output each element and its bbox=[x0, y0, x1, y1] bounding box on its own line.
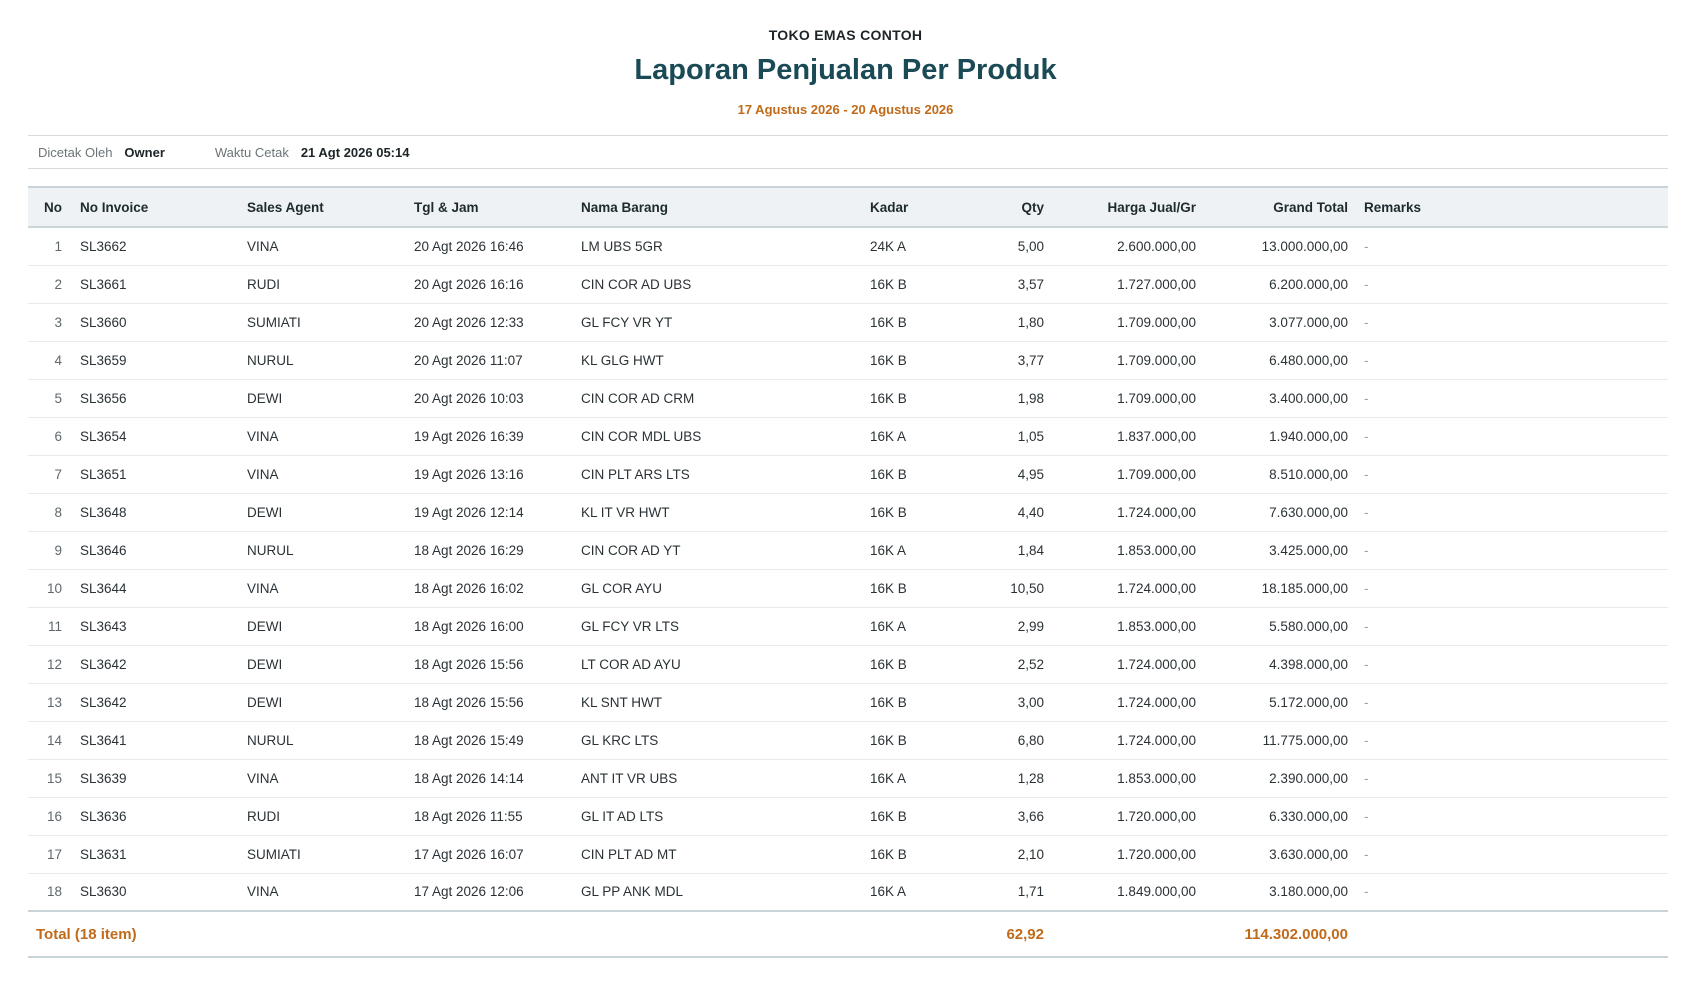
cell-item: CIN PLT AD MT bbox=[581, 846, 677, 862]
cell-price: 1.709.000,00 bbox=[1117, 352, 1196, 368]
cell-kadar: 16K A bbox=[870, 618, 907, 634]
company-name: TOKO EMAS CONTOH bbox=[768, 27, 923, 43]
cell-remarks: - bbox=[1364, 770, 1369, 786]
table-row bbox=[28, 721, 1668, 759]
cell-datetime: 20 Agt 2026 16:46 bbox=[414, 238, 524, 254]
cell-qty: 4,40 bbox=[1017, 504, 1044, 520]
cell-datetime: 18 Agt 2026 15:56 bbox=[414, 694, 524, 710]
cell-total: 5.172.000,00 bbox=[1269, 694, 1348, 710]
cell-agent: NURUL bbox=[247, 542, 294, 558]
cell-agent: VINA bbox=[247, 884, 279, 900]
cell-remarks: - bbox=[1364, 656, 1369, 672]
table-row bbox=[28, 683, 1668, 721]
cell-qty: 1,71 bbox=[1017, 884, 1044, 900]
cell-item: ANT IT VR UBS bbox=[581, 770, 678, 786]
cell-no: 15 bbox=[46, 770, 62, 786]
cell-item: GL FCY VR YT bbox=[581, 314, 673, 330]
cell-invoice: SL3639 bbox=[80, 770, 127, 786]
print-time-label: Waktu Cetak bbox=[214, 144, 289, 160]
table-row bbox=[28, 265, 1668, 303]
cell-invoice: SL3648 bbox=[80, 504, 127, 520]
cell-total: 6.330.000,00 bbox=[1269, 808, 1348, 824]
cell-kadar: 16K B bbox=[870, 846, 907, 862]
cell-total: 1.940.000,00 bbox=[1269, 428, 1348, 444]
cell-qty: 2,99 bbox=[1017, 618, 1044, 634]
cell-price: 1.853.000,00 bbox=[1117, 542, 1196, 558]
cell-total: 4.398.000,00 bbox=[1269, 656, 1348, 672]
cell-kadar: 16K B bbox=[870, 580, 907, 596]
cell-agent: SUMIATI bbox=[247, 846, 301, 862]
cell-invoice: SL3636 bbox=[80, 808, 127, 824]
cell-no: 14 bbox=[46, 732, 62, 748]
cell-qty: 10,50 bbox=[1010, 580, 1044, 596]
cell-no: 3 bbox=[54, 314, 62, 330]
cell-remarks: - bbox=[1364, 314, 1369, 330]
cell-invoice: SL3631 bbox=[80, 846, 127, 862]
cell-qty: 3,77 bbox=[1017, 352, 1044, 368]
cell-qty: 1,84 bbox=[1017, 542, 1044, 558]
report-title: Laporan Penjualan Per Produk bbox=[634, 54, 1057, 86]
cell-kadar: 24K A bbox=[870, 238, 907, 254]
cell-total: 3.180.000,00 bbox=[1269, 884, 1348, 900]
cell-no: 1 bbox=[54, 238, 62, 254]
cell-agent: VINA bbox=[247, 428, 279, 444]
cell-remarks: - bbox=[1364, 732, 1369, 748]
cell-total: 3.630.000,00 bbox=[1269, 846, 1348, 862]
print-time-value: 21 Agt 2026 05:14 bbox=[300, 144, 410, 160]
cell-item: CIN COR AD CRM bbox=[581, 390, 695, 406]
table-row bbox=[28, 645, 1668, 683]
cell-no: 7 bbox=[54, 466, 62, 482]
cell-kadar: 16K B bbox=[870, 808, 907, 824]
cell-qty: 3,66 bbox=[1017, 808, 1044, 824]
cell-item: GL KRC LTS bbox=[581, 732, 659, 748]
cell-datetime: 20 Agt 2026 12:33 bbox=[414, 314, 524, 330]
cell-agent: DEWI bbox=[247, 694, 283, 710]
cell-agent: SUMIATI bbox=[247, 314, 301, 330]
cell-datetime: 19 Agt 2026 16:39 bbox=[414, 428, 524, 444]
table-row bbox=[28, 797, 1668, 835]
cell-price: 1.724.000,00 bbox=[1117, 580, 1196, 596]
cell-item: KL GLG HWT bbox=[581, 352, 664, 368]
cell-datetime: 18 Agt 2026 11:55 bbox=[414, 808, 523, 824]
cell-remarks: - bbox=[1364, 618, 1369, 634]
cell-kadar: 16K B bbox=[870, 352, 907, 368]
cell-agent: RUDI bbox=[247, 808, 280, 824]
cell-datetime: 17 Agt 2026 12:06 bbox=[414, 884, 524, 900]
cell-datetime: 19 Agt 2026 13:16 bbox=[414, 466, 524, 482]
cell-remarks: - bbox=[1364, 542, 1369, 558]
cell-datetime: 18 Agt 2026 15:56 bbox=[414, 656, 524, 672]
cell-remarks: - bbox=[1364, 694, 1369, 710]
cell-item: GL COR AYU bbox=[581, 580, 663, 596]
cell-agent: VINA bbox=[247, 466, 279, 482]
cell-agent: DEWI bbox=[247, 390, 283, 406]
col-header-item: Nama Barang bbox=[581, 199, 669, 215]
cell-invoice: SL3646 bbox=[80, 542, 127, 558]
print-meta bbox=[28, 135, 1668, 169]
col-header-price: Harga Jual/Gr bbox=[1107, 199, 1196, 215]
cell-agent: RUDI bbox=[247, 276, 280, 292]
cell-remarks: - bbox=[1364, 352, 1369, 368]
table-body bbox=[28, 227, 1668, 957]
cell-no: 12 bbox=[46, 656, 62, 672]
cell-price: 1.849.000,00 bbox=[1117, 884, 1196, 900]
cell-item: LM UBS 5GR bbox=[581, 238, 663, 254]
cell-invoice: SL3630 bbox=[80, 884, 127, 900]
cell-total: 18.185.000,00 bbox=[1261, 580, 1348, 596]
cell-invoice: SL3662 bbox=[80, 238, 127, 254]
table-row bbox=[28, 303, 1668, 341]
cell-remarks: - bbox=[1364, 428, 1369, 444]
cell-qty: 3,00 bbox=[1017, 694, 1044, 710]
col-header-qty: Qty bbox=[1021, 199, 1044, 215]
cell-total: 11.775.000,00 bbox=[1262, 732, 1348, 748]
cell-invoice: SL3642 bbox=[80, 656, 127, 672]
cell-item: GL IT AD LTS bbox=[581, 808, 664, 824]
report-period: 17 Agustus 2026 - 20 Agustus 2026 bbox=[737, 102, 954, 117]
cell-total: 8.510.000,00 bbox=[1269, 466, 1348, 482]
cell-no: 2 bbox=[54, 276, 62, 292]
cell-kadar: 16K A bbox=[870, 542, 907, 558]
cell-price: 1.709.000,00 bbox=[1117, 390, 1196, 406]
cell-kadar: 16K B bbox=[870, 390, 907, 406]
cell-qty: 2,52 bbox=[1017, 656, 1044, 672]
cell-invoice: SL3654 bbox=[80, 428, 127, 444]
cell-datetime: 18 Agt 2026 16:29 bbox=[414, 542, 524, 558]
cell-qty: 1,28 bbox=[1017, 770, 1044, 786]
cell-price: 1.720.000,00 bbox=[1117, 808, 1196, 824]
cell-agent: DEWI bbox=[247, 504, 283, 520]
cell-qty: 1,05 bbox=[1017, 428, 1044, 444]
cell-total: 7.630.000,00 bbox=[1269, 504, 1348, 520]
cell-agent: DEWI bbox=[247, 618, 283, 634]
cell-item: GL FCY VR LTS bbox=[581, 618, 680, 634]
cell-invoice: SL3641 bbox=[80, 732, 127, 748]
cell-remarks: - bbox=[1364, 808, 1369, 824]
cell-remarks: - bbox=[1364, 466, 1369, 482]
cell-no: 4 bbox=[54, 352, 62, 368]
cell-no: 9 bbox=[54, 542, 62, 558]
cell-kadar: 16K B bbox=[870, 732, 907, 748]
cell-no: 11 bbox=[47, 618, 62, 634]
table-row bbox=[28, 531, 1668, 569]
cell-no: 8 bbox=[54, 504, 62, 520]
cell-invoice: SL3659 bbox=[80, 352, 127, 368]
cell-no: 17 bbox=[46, 846, 62, 862]
cell-remarks: - bbox=[1364, 238, 1369, 254]
cell-no: 10 bbox=[46, 580, 62, 596]
table-row bbox=[28, 227, 1668, 265]
cell-datetime: 20 Agt 2026 10:03 bbox=[414, 390, 524, 406]
sales-table bbox=[28, 186, 1668, 958]
cell-qty: 2,10 bbox=[1017, 846, 1044, 862]
cell-qty: 6,80 bbox=[1017, 732, 1044, 748]
total-label: Total (18 item) bbox=[36, 925, 137, 943]
cell-price: 1.853.000,00 bbox=[1117, 770, 1196, 786]
cell-agent: VINA bbox=[247, 580, 279, 596]
cell-remarks: - bbox=[1364, 846, 1369, 862]
cell-remarks: - bbox=[1364, 884, 1369, 900]
cell-datetime: 20 Agt 2026 16:16 bbox=[414, 276, 524, 292]
cell-datetime: 18 Agt 2026 15:49 bbox=[414, 732, 524, 748]
table-row bbox=[28, 835, 1668, 873]
total-grand: 114.302.000,00 bbox=[1244, 925, 1348, 943]
cell-total: 6.480.000,00 bbox=[1269, 352, 1348, 368]
cell-price: 2.600.000,00 bbox=[1117, 238, 1196, 254]
cell-item: LT COR AD AYU bbox=[581, 656, 681, 672]
table-row bbox=[28, 417, 1668, 455]
cell-invoice: SL3660 bbox=[80, 314, 127, 330]
cell-total: 3.425.000,00 bbox=[1269, 542, 1348, 558]
table-row bbox=[28, 569, 1668, 607]
cell-kadar: 16K B bbox=[870, 466, 907, 482]
cell-agent: VINA bbox=[247, 770, 279, 786]
cell-agent: NURUL bbox=[247, 732, 294, 748]
table-row bbox=[28, 341, 1668, 379]
cell-no: 5 bbox=[54, 390, 62, 406]
cell-remarks: - bbox=[1364, 580, 1369, 596]
cell-price: 1.837.000,00 bbox=[1117, 428, 1196, 444]
cell-invoice: SL3642 bbox=[80, 694, 127, 710]
cell-no: 6 bbox=[54, 428, 62, 444]
cell-price: 1.724.000,00 bbox=[1117, 732, 1196, 748]
cell-price: 1.727.000,00 bbox=[1117, 276, 1196, 292]
cell-remarks: - bbox=[1364, 276, 1369, 292]
cell-kadar: 16K A bbox=[870, 884, 907, 900]
cell-no: 18 bbox=[46, 884, 62, 900]
col-header-agent: Sales Agent bbox=[247, 199, 324, 215]
cell-datetime: 18 Agt 2026 16:00 bbox=[414, 618, 524, 634]
col-header-total: Grand Total bbox=[1273, 199, 1348, 215]
cell-kadar: 16K B bbox=[870, 694, 907, 710]
cell-qty: 3,57 bbox=[1017, 276, 1044, 292]
cell-total: 5.580.000,00 bbox=[1269, 618, 1348, 634]
cell-total: 3.400.000,00 bbox=[1269, 390, 1348, 406]
table-row bbox=[28, 607, 1668, 645]
cell-datetime: 17 Agt 2026 16:07 bbox=[414, 846, 524, 862]
cell-no: 16 bbox=[46, 808, 62, 824]
cell-remarks: - bbox=[1364, 504, 1369, 520]
col-header-datetime: Tgl & Jam bbox=[414, 199, 479, 215]
cell-invoice: SL3651 bbox=[80, 466, 127, 482]
col-header-no: No bbox=[44, 199, 62, 215]
cell-price: 1.724.000,00 bbox=[1117, 694, 1196, 710]
cell-item: GL PP ANK MDL bbox=[581, 884, 684, 900]
cell-invoice: SL3656 bbox=[80, 390, 127, 406]
table-row bbox=[28, 493, 1668, 531]
cell-kadar: 16K B bbox=[870, 656, 907, 672]
table-row bbox=[28, 873, 1668, 911]
cell-agent: VINA bbox=[247, 238, 279, 254]
total-row bbox=[28, 911, 1668, 957]
cell-item: CIN COR AD UBS bbox=[581, 276, 692, 292]
cell-total: 2.390.000,00 bbox=[1269, 770, 1348, 786]
cell-datetime: 18 Agt 2026 14:14 bbox=[414, 770, 524, 786]
cell-total: 13.000.000,00 bbox=[1261, 238, 1348, 254]
cell-datetime: 19 Agt 2026 12:14 bbox=[414, 504, 524, 520]
cell-remarks: - bbox=[1364, 390, 1369, 406]
col-header-kadar: Kadar bbox=[870, 199, 909, 215]
cell-price: 1.709.000,00 bbox=[1117, 314, 1196, 330]
table-header-row bbox=[28, 187, 1668, 227]
cell-invoice: SL3644 bbox=[80, 580, 127, 596]
cell-invoice: SL3661 bbox=[80, 276, 127, 292]
total-price-empty bbox=[1052, 911, 1204, 957]
cell-kadar: 16K B bbox=[870, 504, 907, 520]
printed-by-value: Owner bbox=[124, 144, 165, 160]
cell-invoice: SL3643 bbox=[80, 618, 127, 634]
cell-kadar: 16K B bbox=[870, 314, 907, 330]
cell-price: 1.720.000,00 bbox=[1117, 846, 1196, 862]
table-row bbox=[28, 759, 1668, 797]
cell-kadar: 16K A bbox=[870, 428, 907, 444]
cell-item: CIN COR AD YT bbox=[581, 542, 681, 558]
cell-qty: 5,00 bbox=[1017, 238, 1044, 254]
cell-item: KL SNT HWT bbox=[581, 694, 663, 710]
table-row bbox=[28, 379, 1668, 417]
total-remarks-empty bbox=[1356, 911, 1668, 957]
cell-kadar: 16K A bbox=[870, 770, 907, 786]
col-header-remarks: Remarks bbox=[1364, 199, 1422, 215]
cell-price: 1.853.000,00 bbox=[1117, 618, 1196, 634]
cell-kadar: 16K B bbox=[870, 276, 907, 292]
cell-total: 3.077.000,00 bbox=[1269, 314, 1348, 330]
cell-total: 6.200.000,00 bbox=[1269, 276, 1348, 292]
printed-by-label: Dicetak Oleh bbox=[38, 144, 113, 160]
cell-item: KL IT VR HWT bbox=[581, 504, 670, 520]
cell-price: 1.709.000,00 bbox=[1117, 466, 1196, 482]
cell-price: 1.724.000,00 bbox=[1117, 504, 1196, 520]
cell-qty: 4,95 bbox=[1017, 466, 1044, 482]
cell-qty: 1,98 bbox=[1017, 390, 1044, 406]
cell-agent: NURUL bbox=[247, 352, 294, 368]
table-row bbox=[28, 455, 1668, 493]
cell-qty: 1,80 bbox=[1017, 314, 1044, 330]
cell-no: 13 bbox=[46, 694, 62, 710]
cell-datetime: 18 Agt 2026 16:02 bbox=[414, 580, 524, 596]
cell-item: CIN PLT ARS LTS bbox=[581, 466, 690, 482]
cell-price: 1.724.000,00 bbox=[1117, 656, 1196, 672]
cell-item: CIN COR MDL UBS bbox=[581, 428, 702, 444]
cell-agent: DEWI bbox=[247, 656, 283, 672]
total-qty: 62,92 bbox=[1006, 925, 1044, 943]
col-header-invoice: No Invoice bbox=[80, 199, 149, 215]
cell-datetime: 20 Agt 2026 11:07 bbox=[414, 352, 523, 368]
